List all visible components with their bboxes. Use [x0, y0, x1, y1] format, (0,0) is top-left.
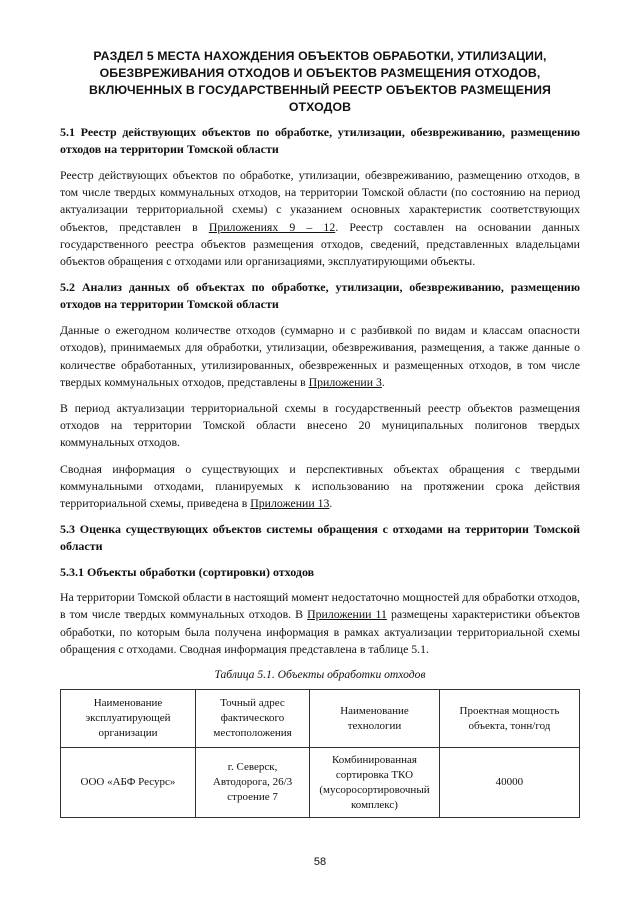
link-appendix-13[interactable]: Приложении 13: [250, 496, 330, 511]
table-cell: ООО «АБФ Ресурс»: [61, 748, 196, 818]
table-cell: Комбинированная сортировка ТКО (мусоросортировочный комплекс): [310, 748, 440, 818]
table-row: [61, 748, 580, 818]
link-appendix-11[interactable]: Приложении 11: [307, 607, 387, 622]
table-header-cell: Точный адрес фактического местоположения: [195, 690, 309, 748]
section-title: РАЗДЕЛ 5 МЕСТА НАХОЖДЕНИЯ ОБЪЕКТОВ ОБРАБОТКИ, УТИЛИЗАЦИИ, ОБЕЗВРЕЖИВАНИЯ ОТХОДОВ И ОБЪЕКТОВ РАЗМЕЩЕНИЯ ОТХОДОВ, ВКЛЮЧЕННЫХ В ГОСУДАРСТВЕННЫЙ РЕЕСТР ОБЪЕКТОВ РАЗМЕЩЕНИЯ ОТХОДОВ: [89, 49, 551, 114]
paragraph-5-2-1: Данные о ежегодном количестве отходов (суммарно и с разбивкой по видам и классам опасности отходов), принимаемых для обработки, утилизации, обезвреживания, размещения, а также данные о количестве обработанных, утилизированных, обезвреженных и размещенных отходов, в том числе твердых коммунальных отходов, представлены в Приложении 3.: [60, 323, 580, 389]
link-appendix-9-12[interactable]: Приложениях 9 – 12: [208, 219, 336, 234]
heading-5-3: 5.3 Оценка существующих объектов системы обращения с отходами на территории Томской области: [60, 522, 580, 554]
paragraph-5-2-3: Сводная информация о существующих и перспективных объектах обращения с твердыми коммунальными отходами, планируемых к использованию на протяжении срока действия территориальной схемы, приведена в Приложении 13.: [60, 461, 580, 511]
table-header-cell: Наименование технологии: [310, 690, 440, 748]
document-page: [60, 48, 580, 818]
heading-5-1: 5.1 Реестр действующих объектов по обработке, утилизации, обезвреживанию, размещению отходов на территории Томской области: [60, 125, 580, 156]
table-cell: 40000: [439, 748, 579, 818]
heading-5-2: 5.2 Анализ данных об объектах по обработке, утилизации, обезвреживанию, размещению отходов на территории Томской области: [60, 280, 580, 312]
table-header-cell: Проектная мощность объекта, тонн/год: [439, 690, 579, 748]
table-caption: Таблица 5.1. Объекты обработки отходов: [214, 668, 426, 682]
paragraph-5-1: Реестр действующих объектов по обработке, утилизации, обезвреживанию, размещению отходов, в том числе твердых коммунальных отходов, на территории Томской области (по состоянию на период актуализации территориальной схемы) с указанием основных характеристик соответствующих объектов, представлен в Приложениях 9 – 12. Реестр составлен на основании данных государственного реестра объектов размещения отходов, сведений, представленных владельцами объектов обращения с отходами или организациями, эксплуатирующими объекты.: [60, 168, 580, 269]
table-header-cell: Наименование эксплуатирующей организации: [61, 690, 196, 748]
link-appendix-3[interactable]: Приложении 3: [308, 374, 382, 389]
paragraph-5-2-2: В период актуализации территориальной схемы в государственный реестр объектов размещения отходов на территории Томской области внесено 20 муниципальных полигонов твердых коммунальных отходов.: [60, 401, 580, 450]
objects-table: [60, 689, 580, 818]
page-number: 58: [313, 856, 327, 868]
table-cell: г. Северск, Автодорога, 26/3 строение 7: [195, 748, 309, 818]
heading-5-3-1: 5.3.1 Объекты обработки (сортировки) отходов: [60, 565, 315, 580]
table-header-row: [61, 690, 580, 748]
paragraph-5-3-1: На территории Томской области в настоящий момент недостаточно мощностей для обработки отходов, в том числе твердых коммунальных отходов. В Приложении 11 размещены характеристики объектов обработки, по которым была получена информация в рамках актуализации территориальной схемы обращения с отходами. Сводная информация представлена в таблице 5.1.: [60, 590, 581, 656]
